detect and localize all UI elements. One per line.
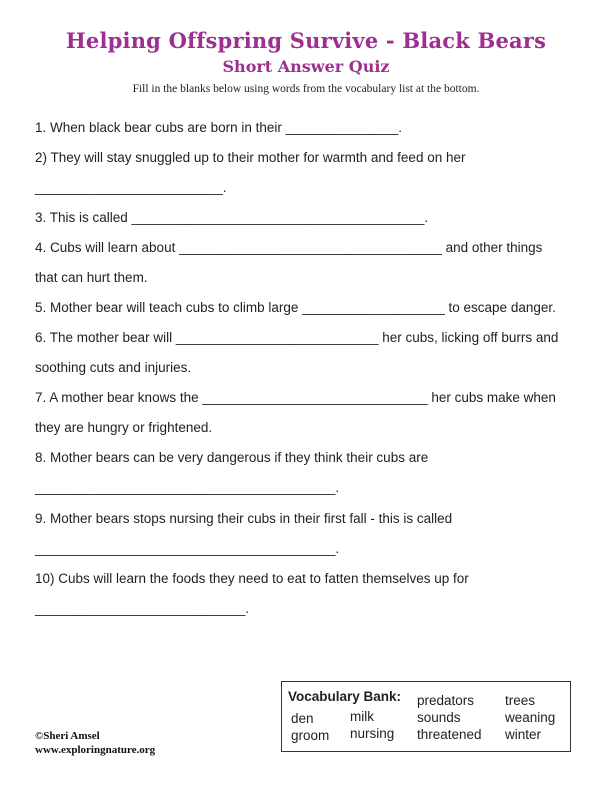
vocab-word: nursing	[350, 726, 395, 741]
vocabulary-bank	[281, 681, 571, 752]
question-6: 6. The mother bear will ___________________________ her cubs, licking off burrs and	[35, 330, 559, 345]
vocab-word: predators	[417, 693, 475, 708]
vocab-word: trees	[505, 693, 536, 708]
copyright: ©Sheri Amsel	[35, 730, 100, 742]
vocab-word: groom	[291, 728, 330, 743]
question-10: 10) Cubs will learn the foods they need to eat to fatten themselves up for	[35, 571, 469, 586]
website: www.exploringnature.org	[35, 744, 156, 756]
question-2-blank: _________________________.	[35, 180, 227, 195]
question-4: 4. Cubs will learn about ___________________________________ and other things	[35, 240, 543, 255]
question-6-continued: soothing cuts and injuries.	[35, 360, 192, 375]
question-9: 9. Mother bears stops nursing their cubs in their first fall - this is called	[35, 511, 453, 526]
vocab-word: weaning	[505, 710, 556, 725]
vocab-word: winter	[505, 727, 542, 742]
question-9-blank: ________________________________________.	[35, 541, 340, 556]
instructions: Fill in the blanks below using words from the vocabulary list at the bottom.	[132, 83, 480, 95]
question-5: 5. Mother bear will teach cubs to climb large ___________________ to escape danger.	[35, 300, 556, 315]
question-8: 8. Mother bears can be very dangerous if they think their cubs are	[35, 450, 429, 465]
question-4-continued: that can hurt them.	[35, 270, 148, 285]
question-7-continued: they are hungry or frightened.	[35, 420, 213, 435]
worksheet-title: Helping Offspring Survive - Black Bears	[65, 28, 547, 53]
question-8-blank: ________________________________________.	[35, 480, 340, 495]
vocab-word: milk	[350, 709, 374, 724]
worksheet-subtitle: Short Answer Quiz	[222, 57, 390, 76]
vocabulary-bank-title: Vocabulary Bank:	[288, 689, 402, 704]
question-7: 7. A mother bear knows the ______________________________ her cubs make when	[35, 390, 556, 405]
vocab-word: den	[291, 711, 314, 726]
question-10-blank: ____________________________.	[35, 601, 249, 616]
vocab-word: threatened	[417, 727, 482, 742]
question-2: 2) They will stay snuggled up to their mother for warmth and feed on her	[35, 150, 466, 165]
vocab-word: sounds	[417, 710, 461, 725]
question-3: 3. This is called _______________________________________.	[35, 210, 429, 225]
question-1: 1. When black bear cubs are born in their _______________.	[35, 120, 403, 135]
